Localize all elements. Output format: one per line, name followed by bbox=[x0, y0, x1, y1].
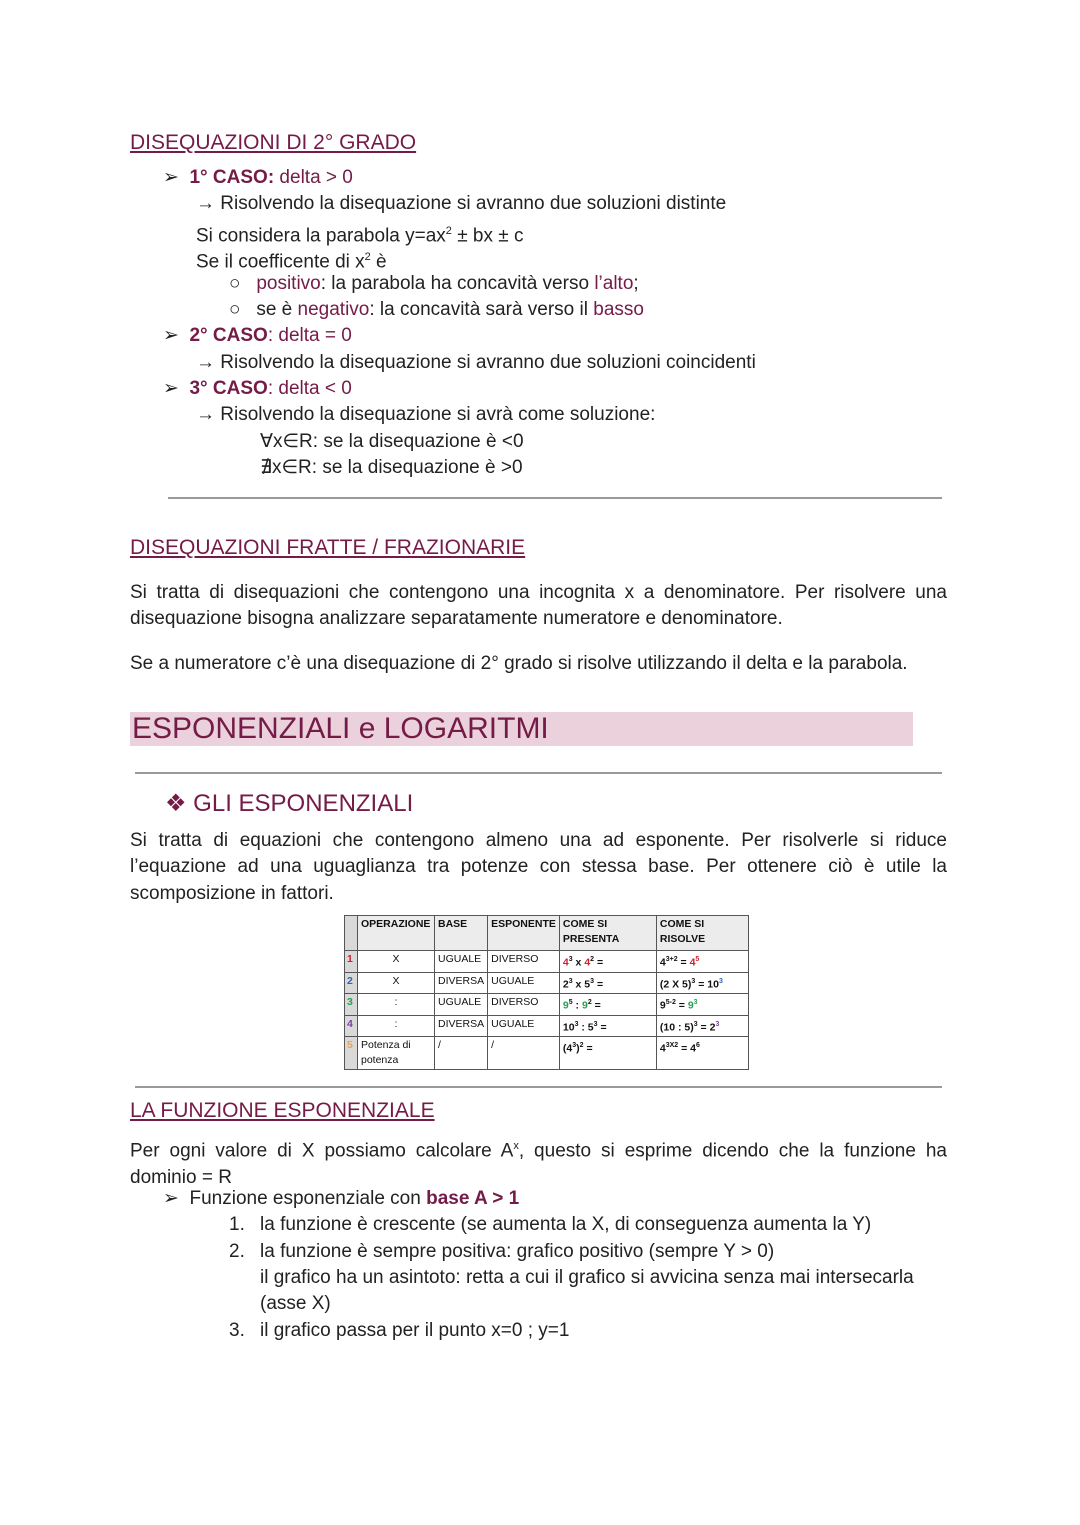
case-condition: : delta = 0 bbox=[267, 325, 352, 346]
table-row bbox=[345, 972, 749, 994]
table-row bbox=[345, 1015, 749, 1037]
formula-part: = bbox=[677, 956, 690, 969]
horizontal-divider bbox=[168, 497, 942, 499]
exponent: 3X2 bbox=[665, 1042, 679, 1049]
case-label: 3° CASO bbox=[189, 378, 268, 399]
formula-part: 9 bbox=[687, 999, 694, 1012]
list-number: 3. bbox=[229, 1320, 245, 1341]
operation-cell: X bbox=[358, 951, 435, 973]
base-cell: UGUALE bbox=[435, 951, 488, 973]
solves-as-cell bbox=[656, 1037, 748, 1070]
case-condition: delta > 0 bbox=[274, 167, 353, 188]
exponent-cell: DIVERSO bbox=[488, 951, 560, 973]
exponent: 3 bbox=[574, 1020, 579, 1028]
case2-bullet bbox=[163, 324, 352, 348]
row-number: 1 bbox=[345, 951, 358, 973]
text: Se il coefficente di x bbox=[196, 251, 365, 273]
formula-part: 4 bbox=[659, 1042, 666, 1055]
text: positivo bbox=[256, 273, 321, 294]
presents-as-cell bbox=[559, 1015, 656, 1037]
presents-as-cell bbox=[559, 972, 656, 994]
text: base A > 1 bbox=[426, 1188, 520, 1209]
text: , questo si esprime dicendo che la funzione ha dominio = R bbox=[130, 1140, 947, 1188]
header-cell: COME SI RISOLVE bbox=[656, 916, 748, 951]
formula-part: x bbox=[572, 956, 585, 969]
formula-part: = 2 bbox=[697, 1021, 716, 1033]
row-number: 4 bbox=[345, 1015, 358, 1037]
text: ± bx ± c bbox=[451, 225, 524, 247]
arrow-bullet-icon: ➢ bbox=[163, 378, 179, 399]
base-cell: UGUALE bbox=[435, 994, 488, 1016]
presents-as-cell bbox=[559, 951, 656, 973]
exponent: 3 bbox=[590, 977, 595, 985]
formula-part: = 4 bbox=[678, 1042, 696, 1055]
table-row bbox=[345, 994, 749, 1016]
formula-part: 9 bbox=[581, 999, 588, 1012]
arrow-bullet-icon: ➢ bbox=[163, 325, 179, 346]
formula-part: = bbox=[594, 978, 604, 990]
formula-part: 2 bbox=[562, 978, 569, 990]
text-line: ∀x∈R: se la disequazione è <0 bbox=[260, 431, 524, 452]
text-line: ∄x∈R: se la disequazione è >0 bbox=[260, 457, 523, 478]
exponent: 3 bbox=[715, 1020, 720, 1028]
header-cell: ESPONENTE bbox=[488, 916, 560, 951]
exponent: 2 bbox=[579, 1042, 584, 1049]
arrow-bullet-icon: ➢ bbox=[163, 167, 179, 188]
list-item: il grafico ha un asintoto: retta a cui il grafico si avvicina senza mai intersecarla bbox=[260, 1267, 914, 1288]
formula-part: 10 bbox=[562, 1021, 575, 1033]
base-cell: DIVERSA bbox=[435, 972, 488, 994]
exponent: 5 bbox=[695, 956, 700, 963]
formula-part: 9 bbox=[659, 999, 666, 1012]
operation-cell: : bbox=[358, 994, 435, 1016]
formula-part: (4 bbox=[562, 1042, 573, 1055]
arrow-bullet-icon: ➢ bbox=[163, 1188, 179, 1209]
paragraph: Se a numeratore c’è una disequazione di 2° grado si risolve utilizzando il delta e la parabola. bbox=[130, 653, 908, 674]
horizontal-divider bbox=[135, 772, 942, 774]
list-item: (asse X) bbox=[260, 1293, 331, 1314]
paragraph bbox=[130, 1133, 947, 1191]
exponent: 5 bbox=[568, 999, 573, 1006]
list-item: il grafico passa per il punto x=0 ; y=1 bbox=[260, 1320, 570, 1341]
exponent-cell: UGUALE bbox=[488, 1015, 560, 1037]
operation-cell: X bbox=[358, 972, 435, 994]
list-item: la funzione è crescente (se aumenta la X, di conseguenza aumenta la Y) bbox=[260, 1214, 872, 1235]
exponent: 3 bbox=[718, 977, 723, 985]
list-item: la funzione è sempre positiva: grafico positivo (sempre Y > 0) bbox=[260, 1241, 775, 1262]
superscript: 2 bbox=[445, 225, 452, 237]
header-cell: OPERAZIONE bbox=[358, 916, 435, 951]
text: : la parabola ha concavità verso bbox=[320, 273, 595, 294]
solves-as-cell bbox=[656, 951, 748, 973]
case1-bullet bbox=[163, 166, 353, 190]
base-cell: / bbox=[435, 1037, 488, 1070]
formula-part: = bbox=[591, 999, 601, 1012]
row-number: 5 bbox=[345, 1037, 358, 1070]
formula-part: (10 : 5) bbox=[659, 1021, 694, 1033]
section-heading-disequazioni-2-grado: DISEQUAZIONI DI 2° GRADO bbox=[130, 131, 417, 154]
exponent-rules-table bbox=[344, 915, 749, 1070]
section-heading-disequazioni-fratte: DISEQUAZIONI FRATTE / FRAZIONARIE bbox=[130, 536, 526, 559]
horizontal-divider bbox=[135, 1086, 942, 1088]
exponent-cell: / bbox=[488, 1037, 560, 1070]
row-number: 3 bbox=[345, 994, 358, 1016]
header-cell bbox=[345, 916, 358, 951]
formula-part: 4 bbox=[659, 956, 666, 969]
exponent: 3 bbox=[568, 956, 573, 963]
formula-part: : bbox=[572, 999, 582, 1012]
header-cell: BASE bbox=[435, 916, 488, 951]
table-row bbox=[345, 951, 749, 973]
text: Funzione esponenziale con bbox=[189, 1188, 427, 1209]
solves-as-cell bbox=[656, 972, 748, 994]
paragraph: Si tratta di disequazioni che contengono una incognita x a denominatore. Per risolvere una disequazione bisogna analizzare separatamente numeratore e denominatore. bbox=[130, 582, 947, 630]
exponent: 3 bbox=[693, 1020, 698, 1028]
formula-part: = bbox=[594, 956, 604, 969]
text: Per ogni valore di X possiamo calcolare A bbox=[130, 1140, 514, 1162]
text: basso bbox=[593, 299, 644, 320]
header-cell: COME SI PRESENTA bbox=[559, 916, 656, 951]
operation-cell: Potenza di potenza bbox=[358, 1037, 435, 1070]
superscript: 2 bbox=[364, 251, 371, 263]
presents-as-cell bbox=[559, 1037, 656, 1070]
case-label: 2° CASO bbox=[189, 325, 268, 346]
solves-as-cell bbox=[656, 994, 748, 1016]
formula-part: (2 X 5) bbox=[659, 978, 692, 990]
text-line bbox=[196, 245, 387, 274]
text: se è bbox=[256, 299, 298, 320]
exponent: 3+2 bbox=[665, 956, 678, 963]
operation-cell: : bbox=[358, 1015, 435, 1037]
formula-part: = bbox=[583, 1042, 593, 1055]
formula-part: = bbox=[597, 1021, 607, 1033]
bullet bbox=[163, 1187, 519, 1211]
text-line bbox=[196, 219, 523, 248]
text: è bbox=[370, 251, 387, 273]
formula-part: : 5 bbox=[578, 1021, 594, 1033]
exponent: 3 bbox=[593, 1020, 598, 1028]
exponent: 3 bbox=[572, 1042, 577, 1049]
base-cell: DIVERSA bbox=[435, 1015, 488, 1037]
text: ; bbox=[633, 273, 639, 294]
subsection-heading-esponenziali: ❖ GLI ESPONENZIALI bbox=[165, 790, 414, 817]
solves-as-cell bbox=[656, 1015, 748, 1037]
formula-part: 9 bbox=[562, 999, 569, 1012]
formula-part: x 5 bbox=[572, 978, 591, 990]
presents-as-cell bbox=[559, 994, 656, 1016]
table-header-row bbox=[345, 916, 749, 951]
exponent: 2 bbox=[587, 999, 592, 1006]
table-row bbox=[345, 1037, 749, 1070]
exponent: 3 bbox=[693, 999, 698, 1006]
text-line: → Risolvendo la disequazione si avranno due soluzioni distinte bbox=[196, 193, 727, 214]
exponent: 6 bbox=[696, 1042, 700, 1049]
exponent-cell: DIVERSO bbox=[488, 994, 560, 1016]
circle-bullet-icon: ○ bbox=[229, 299, 241, 320]
text-line: → Risolvendo la disequazione si avranno due soluzioni coincidenti bbox=[196, 352, 756, 373]
sub-bullet bbox=[229, 298, 644, 322]
formula-part: = bbox=[675, 999, 688, 1012]
text: Si considera la parabola y=ax bbox=[196, 225, 446, 247]
case-condition: : delta < 0 bbox=[267, 378, 352, 399]
formula-part: = 10 bbox=[695, 978, 719, 990]
formula-part: 4 bbox=[584, 956, 591, 969]
chapter-title: ESPONENZIALI e LOGARITMI bbox=[132, 712, 549, 745]
exponent: 3 bbox=[568, 977, 573, 985]
exponent: 5-2 bbox=[665, 999, 676, 1006]
list-number: 2. bbox=[229, 1241, 245, 1262]
formula-part: 4 bbox=[689, 956, 696, 969]
section-heading-funzione-esponenziale: LA FUNZIONE ESPONENZIALE bbox=[130, 1099, 435, 1122]
text: : la concavità sarà verso il bbox=[369, 299, 594, 320]
text: negativo bbox=[297, 299, 370, 320]
chapter-banner bbox=[130, 712, 913, 746]
formula-part: 4 bbox=[562, 956, 569, 969]
sub-bullet bbox=[229, 272, 639, 296]
text-line: → Risolvendo la disequazione si avrà come soluzione: bbox=[196, 404, 656, 425]
circle-bullet-icon: ○ bbox=[229, 273, 241, 294]
list-number: 1. bbox=[229, 1214, 245, 1235]
exponent-cell: UGUALE bbox=[488, 972, 560, 994]
exponent: 2 bbox=[590, 956, 595, 963]
case-label: 1° CASO: bbox=[189, 167, 275, 188]
case3-bullet bbox=[163, 377, 352, 401]
exponent: 3 bbox=[691, 977, 696, 985]
text: l’alto bbox=[594, 273, 634, 294]
superscript: x bbox=[513, 1140, 519, 1152]
formula-part: ) bbox=[576, 1042, 580, 1055]
row-number: 2 bbox=[345, 972, 358, 994]
paragraph: Si tratta di equazioni che contengono almeno una ad esponente. Per risolverle si riduce l’equazione ad una uguaglianza tra potenze con stessa base. Per ottenere ciò è utile la scomposizione in fattori. bbox=[130, 830, 947, 904]
